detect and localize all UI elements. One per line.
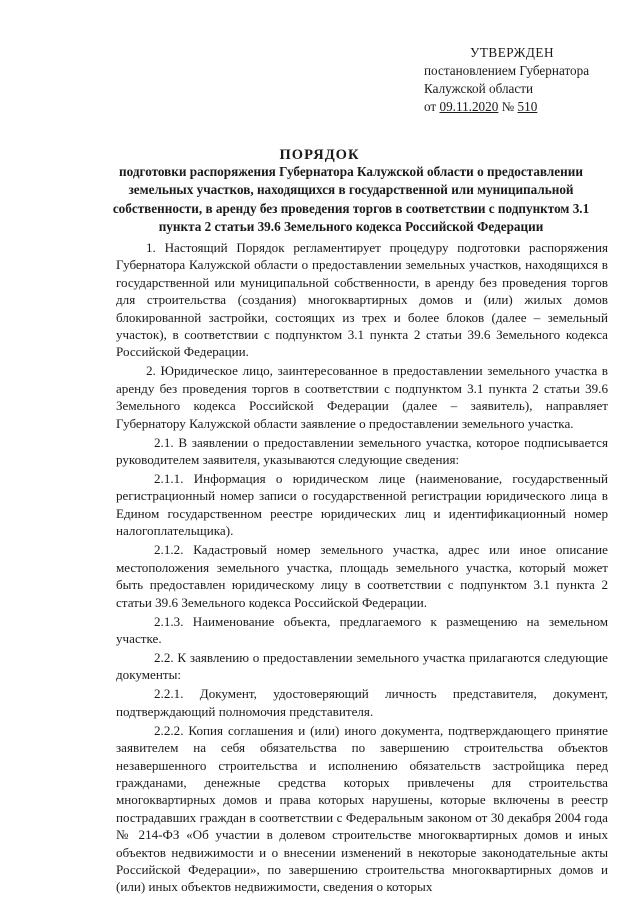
paragraph-2-2-1: 2.2.1. Документ, удостоверяющий личность представителя, документ, подтверждающий полномочия представителя. <box>116 686 608 719</box>
paragraph-2: 2. Юридическое лицо, заинтересованное в предоставлении земельного участка в аренду без проведения торгов в соответствии с подпунктом 3.1 пункта 2 статьи 39.6 Земельного кодекса Российской Федерации (далее – заявитель), направляет Губернатору Калужской области заявление о предоставлении земельного участка. <box>116 363 608 431</box>
paragraph-2-1-2: 2.1.2. Кадастровый номер земельного участка, адрес или иное описание местоположения земельного участка, площадь земельного участка, который может быть предоставлен юридическому лицу в соответствии с подпунктом 3.1 пункта 2 статьи 39.6 Земельного кодекса Российской Федерации. <box>116 542 608 610</box>
document-subtitle: подготовки распоряжения Губернатора Калужской области о предоставлении земельных участков, находящихся в государственной или муниципальной собственности, в аренду без проведения торгов в соответствии с подпунктом 3.1 пункта 2 статьи 39.6 Земельного кодекса Российской Федерации <box>112 164 590 234</box>
paragraph-2-1-1: 2.1.1. Информация о юридическом лице (наименование, государственный регистрационный номер записи о государственной регистрации юридического лица в Едином государственном реестре юридических лиц и идентификационный номер налогоплательщика). <box>116 471 608 539</box>
paragraph-1: 1. Настоящий Порядок регламентирует процедуру подготовки распоряжения Губернатора Калужской области о предоставлении земельных участков, находящихся в государственной или муниципальной собственности, в аренду без проведения торгов для строительства (создания) многоквартирных домов и (или) жилых домов блокированной застройки, состоящих из трех и более блоков (далее – земельный участок), в соответствии с подпунктом 3.1 пункта 2 статьи 39.6 Земельного кодекса Российской Федерации. <box>116 240 608 360</box>
document-title: ПОРЯДОК <box>279 147 360 163</box>
approval-block <box>424 44 629 116</box>
approval-date-line <box>424 98 629 116</box>
paragraph-2-2: 2.2. К заявлению о предоставлении земельного участка прилагаются следующие документы: <box>116 649 608 683</box>
approval-date: 09.11.2020 <box>439 99 499 114</box>
approval-line-1: постановлением Губернатора <box>424 63 590 78</box>
approval-title: УТВЕРЖДЕН <box>470 45 555 60</box>
approval-line-2: Калужской области <box>424 81 534 96</box>
date-prefix: от <box>424 99 440 114</box>
approval-number: 510 <box>517 99 538 114</box>
paragraph-2-1-3: 2.1.3. Наименование объекта, предлагаемого к размещению на земельном участке. <box>116 613 608 646</box>
number-prefix: № <box>498 99 518 114</box>
document-body <box>116 239 608 897</box>
paragraph-2-2-2: 2.2.2. Копия соглашения и (или) иного документа, подтверждающего принятие заявителем на себя обязательства по завершению строительства объектов незавершенного строительства и исполнению обязательств застройщика перед гражданами, денежные средства которых привлечены для строительства многоквартирных домов и права которых нарушены, которые включены в реестр пострадавших граждан в соответствии с Федеральным законом от 30 декабря 2004 года № 214-ФЗ «Об участии в долевом строительстве многоквартирных домов и иных объектов недвижимости и о внесении изменений в некоторые законодательные акты Российской Федерации», по завершению строительства многоквартирных домов и (или) иных объектов недвижимости, сведения о которых <box>116 722 608 895</box>
paragraph-2-1: 2.1. В заявлении о предоставлении земельного участка, которое подписывается руководителем заявителя, указываются следующие сведения: <box>116 434 608 468</box>
